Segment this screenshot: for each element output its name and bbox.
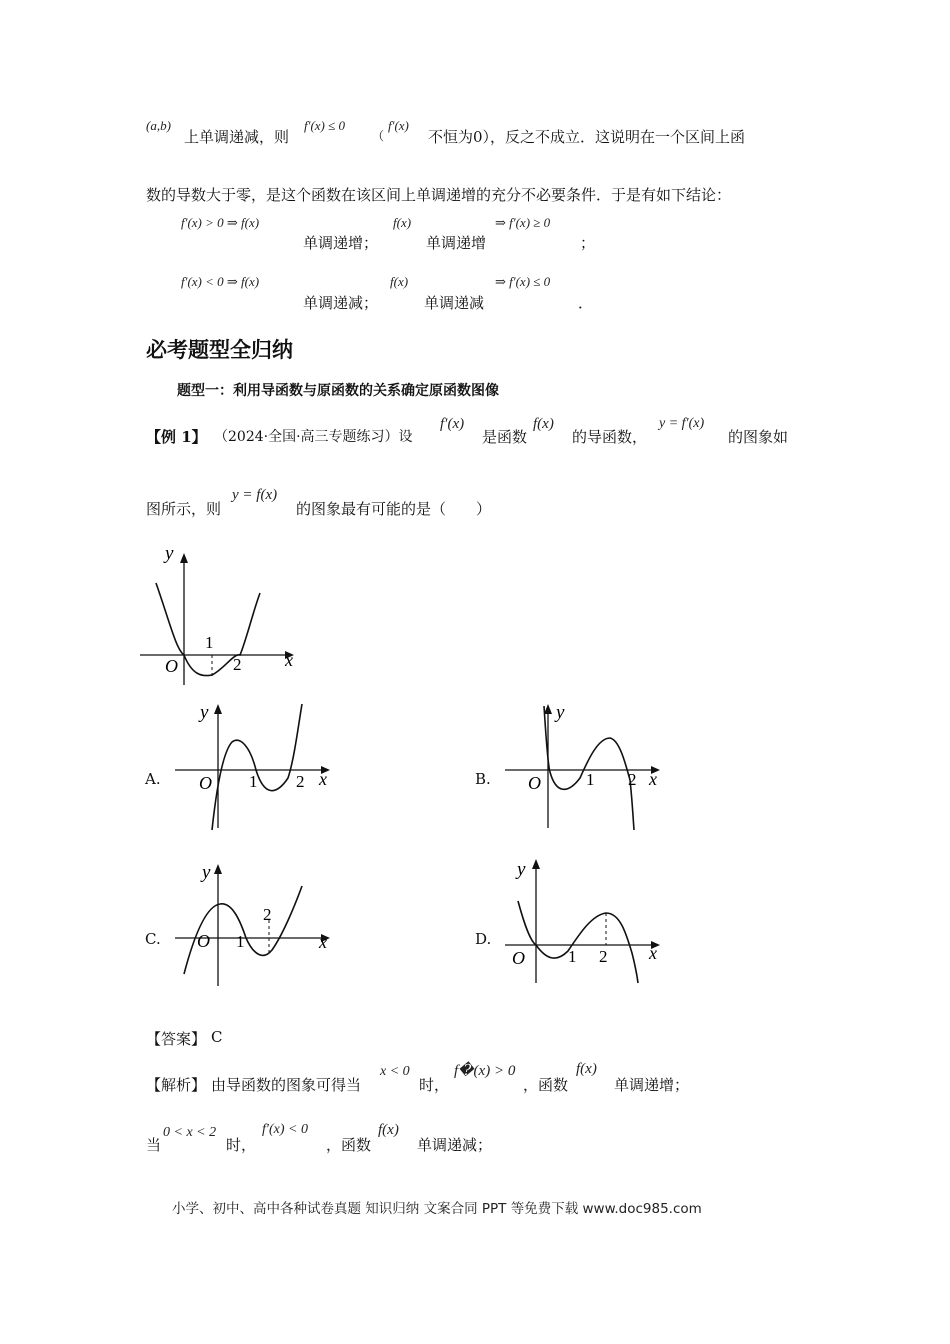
origin-label: O (197, 931, 210, 951)
rule1-lhs: f′(x) > 0 ⇒ f(x) (181, 215, 260, 230)
rule1-rhs: ⇒ f′(x) ≥ 0 (495, 215, 551, 230)
analysis2-t4: 单调递减； (417, 1136, 493, 1154)
option-b-label: B. (475, 770, 491, 788)
option-c-graph[interactable] (170, 858, 340, 993)
analysis2-t2: 时， (226, 1136, 257, 1154)
rule2-lhs: f′(x) < 0 ⇒ f(x) (181, 274, 260, 289)
example-t1: 是函数 (482, 428, 528, 446)
example-label: 【例 1】 (146, 428, 207, 446)
example-m2: f(x) (533, 416, 554, 432)
example-line2-t1: 图所示，则 (146, 500, 222, 518)
page-footer: 小学、初中、高中各种试卷真题 知识归纳 文案合同 PPT 等免费下载 www.doc985.com (172, 1201, 702, 1217)
interval-ab: (a,b) (146, 118, 171, 133)
analysis2-t1: 当 (146, 1136, 162, 1154)
tick-2-label: 2 (628, 770, 637, 789)
origin-label: O (512, 948, 525, 968)
section-title: 必考题型全归纳 (146, 338, 293, 362)
example-m4: y = f(x) (232, 487, 278, 503)
rule1-end: ； (580, 234, 596, 252)
option-a-curve (212, 704, 302, 830)
y-label: y (200, 702, 209, 723)
option-a-label: A. (145, 770, 161, 788)
answer-value: C (211, 1028, 223, 1046)
analysis-m3: f(x) (576, 1061, 597, 1077)
option-c-label: C. (145, 930, 161, 948)
rule2-mid1: 单调递减； (303, 294, 379, 312)
y-axis-arrow (532, 859, 540, 869)
x-label: x (285, 650, 293, 670)
answer-label: 【答案】 (146, 1030, 207, 1048)
para1-paren: （ (372, 129, 385, 143)
rule2-fx: f(x) (390, 274, 409, 289)
y-axis-arrow (180, 553, 188, 563)
analysis-t4: 单调递增； (614, 1076, 690, 1094)
rule1-fx: f(x) (393, 215, 412, 230)
option-c-curve (184, 886, 302, 974)
x-label: x (319, 932, 327, 952)
y-label: y (202, 862, 211, 883)
para1-cond-2: f′(x) (388, 118, 409, 133)
rule1-mid1: 单调递增； (303, 234, 379, 252)
origin-label: O (199, 773, 212, 793)
analysis-m1: x < 0 (380, 1064, 410, 1079)
option-d-label: D. (475, 930, 492, 948)
y-label: y (517, 859, 526, 880)
para2-text: 数的导数大于零，是这个函数在该区间上单调递增的充分不必要条件．于是有如下结论： (146, 186, 732, 204)
origin-label: O (528, 773, 541, 793)
tick-1-label: 1 (236, 932, 245, 951)
origin-label: O (165, 656, 178, 676)
para1-text-1: 上单调递减，则 (184, 128, 290, 146)
tick-1-label: 1 (568, 947, 577, 966)
example-line2-t2: 的图象最有可能的是（ ） (296, 500, 492, 518)
rule2-rhs: ⇒ f′(x) ≤ 0 (495, 274, 551, 289)
analysis-m2: f�(x) > 0 (454, 1063, 516, 1079)
para1-text-2: 不恒为0），反之不成立．这说明在一个区间上函 (428, 128, 746, 146)
y-axis-arrow (214, 704, 222, 714)
analysis-label: 【解析】 (146, 1076, 207, 1094)
y-axis-arrow (214, 864, 222, 874)
tick-1-label: 1 (249, 772, 258, 791)
x-label: x (319, 769, 327, 789)
option-b-curve (544, 706, 634, 830)
derivative-graph (140, 545, 300, 690)
tick-1-label: 1 (205, 633, 214, 652)
option-d-graph[interactable] (500, 853, 670, 988)
example-m1: f′(x) (440, 416, 465, 432)
analysis-t2: 时， (419, 1076, 450, 1094)
option-a-graph[interactable] (170, 698, 340, 833)
rule2-mid2: 单调递减 (424, 294, 485, 312)
tick-2-label: 2 (233, 655, 242, 674)
x-label: x (649, 769, 657, 789)
analysis2-t3: ，函数 (326, 1136, 372, 1154)
analysis2-m1: 0 < x < 2 (163, 1125, 217, 1140)
option-b-graph[interactable] (500, 698, 670, 833)
tick-1-label: 1 (586, 770, 595, 789)
y-label: y (556, 702, 565, 723)
example-m3: y = f′(x) (659, 416, 705, 431)
type-title: 题型一：利用导函数与原函数的关系确定原函数图像 (177, 383, 499, 399)
y-label: y (165, 545, 174, 564)
rule2-end: ． (578, 294, 594, 312)
example-t2: 的导函数， (572, 428, 648, 446)
example-source: （2024·全国·高三专题练习）设 (214, 429, 413, 445)
rule1-mid2: 单调递增 (426, 234, 487, 252)
tick-2-label: 2 (599, 947, 608, 966)
tick-2-label: 2 (296, 772, 305, 791)
para1-cond-1: f′(x) ≤ 0 (304, 118, 346, 133)
analysis-t3: ，函数 (523, 1076, 569, 1094)
analysis2-m3: f(x) (378, 1122, 399, 1138)
x-label: x (649, 943, 657, 963)
example-t3: 的图象如 (728, 428, 789, 446)
analysis2-m2: f′(x) < 0 (262, 1122, 308, 1137)
tick-2-label: 2 (263, 905, 272, 924)
analysis-t1: 由导函数的图象可得当 (211, 1076, 362, 1094)
